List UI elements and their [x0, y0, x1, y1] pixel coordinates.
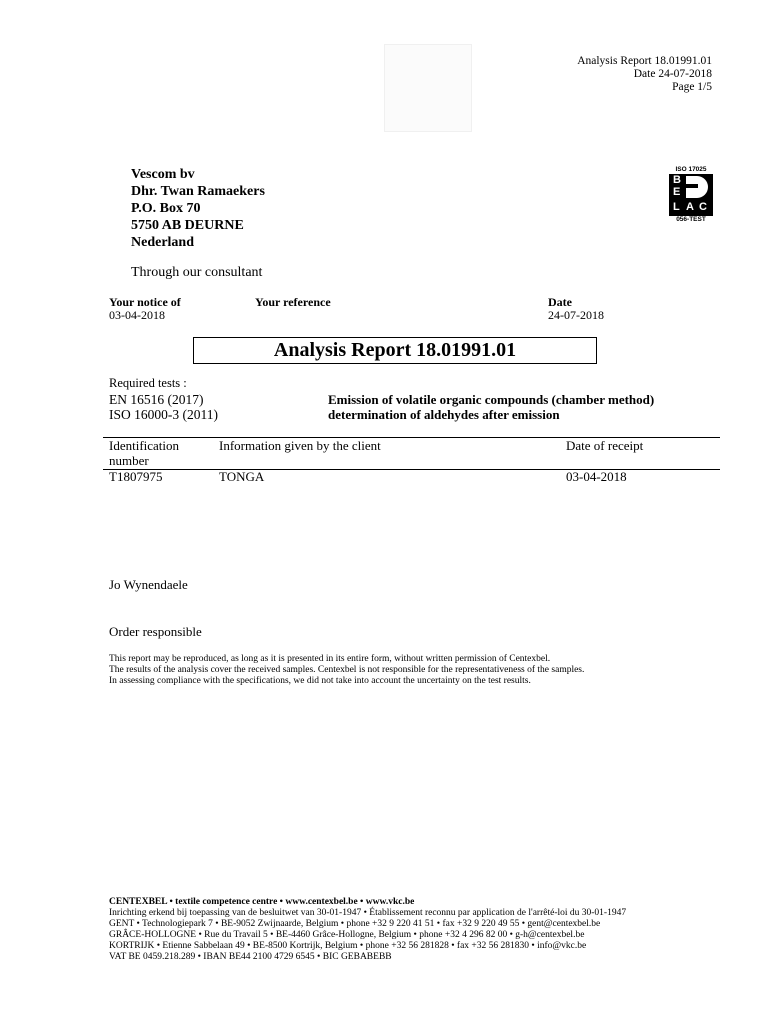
logo-letter-l: L	[673, 201, 680, 213]
col-header-id-1: Identification	[109, 438, 180, 453]
date-label: Date	[548, 295, 572, 309]
col-header-receipt: Date of receipt	[566, 438, 644, 453]
address-company: Vescom bv	[131, 167, 195, 182]
logo-top-text: ISO 17025	[675, 166, 707, 173]
col-header-id-2: number	[109, 453, 149, 468]
col-header-info: Information given by the client	[219, 438, 381, 453]
logo-b-notch	[686, 184, 698, 188]
test-standard-1: EN 16516 (2017)	[109, 392, 204, 407]
signatory-name: Jo Wynendaele	[109, 577, 188, 592]
reference-label: Your reference	[255, 295, 331, 309]
consultant-note: Through our consultant	[131, 265, 263, 280]
logo-letter-a: A	[686, 201, 694, 213]
watermark-box	[384, 44, 472, 132]
header-report-number: Analysis Report 18.01991.01	[577, 55, 712, 67]
logo-bottom-text: 056-TEST	[676, 216, 706, 223]
address-contact: Dhr. Twan Ramaekers	[131, 184, 265, 199]
address-box: P.O. Box 70	[131, 201, 201, 216]
footer-line-1: CENTEXBEL • textile competence centre • www.centexbel.be • www.vkc.be	[109, 897, 415, 907]
date-value: 24-07-2018	[548, 308, 604, 322]
test-description-1: Emission of volatile organic compounds (chamber method)	[328, 392, 655, 407]
test-description-2: determination of aldehydes after emission	[328, 407, 560, 422]
header-page: Page 1/5	[672, 81, 712, 93]
disclaimer-line-3: In assessing compliance with the specifications, we did not take into account the uncertainty on the test results.	[109, 676, 531, 686]
notice-label: Your notice of	[109, 295, 181, 309]
test-standard-2: ISO 16000-3 (2011)	[109, 407, 218, 422]
footer-line-6: VAT BE 0459.218.289 • IBAN BE44 2100 4729 6545 • BIC GEBABEBB	[109, 952, 392, 962]
disclaimer-line-1: This report may be reproduced, as long as it is presented in its entire form, without written permission of Centexbel.	[109, 654, 551, 664]
table-header-rule	[103, 469, 720, 470]
logo-letter-e: E	[673, 186, 681, 198]
report-title: Analysis Report 18.01991.01	[193, 337, 597, 364]
logo-letter-b: B	[673, 174, 681, 186]
footer-line-2: Inrichting erkend bij toepassing van de besluitwet van 30-01-1947 • Établissement reconnu par application de l'arrêté-loi du 30-01-1947	[109, 908, 627, 918]
table-row-id: T1807975	[109, 469, 163, 484]
footer-line-5: KORTRIJK • Etienne Sabbelaan 49 • BE-8500 Kortrijk, Belgium • phone +32 56 281828 • fax +32 56 281830 • info@vkc.be	[109, 941, 587, 951]
address-country: Nederland	[131, 235, 194, 250]
notice-value: 03-04-2018	[109, 308, 165, 322]
belac-logo	[668, 166, 714, 228]
disclaimer-line-2: The results of the analysis cover the received samples. Centexbel is not responsible for the representativeness of the samples.	[109, 665, 585, 675]
table-row-receipt: 03-04-2018	[566, 469, 627, 484]
header-date: Date 24-07-2018	[633, 68, 712, 80]
table-row-info: TONGA	[219, 469, 265, 484]
footer-line-3: GENT • Technologiepark 7 • BE-9052 Zwijnaarde, Belgium • phone +32 9 220 41 51 • fax +32 9 220 49 55 • gent@centexbel.be	[109, 919, 601, 929]
logo-letter-c: C	[699, 201, 707, 213]
logo-block	[669, 174, 713, 216]
tests-heading: Required tests :	[109, 376, 187, 390]
address-city: 5750 AB DEURNE	[131, 218, 244, 233]
footer-line-4: GRÂCE-HOLLOGNE • Rue du Travail 5 • BE-4460 Grâce-Hollogne, Belgium • phone +32 4 296 82 00 • g-h@centexbel.be	[109, 930, 585, 940]
signatory-role: Order responsible	[109, 624, 202, 639]
